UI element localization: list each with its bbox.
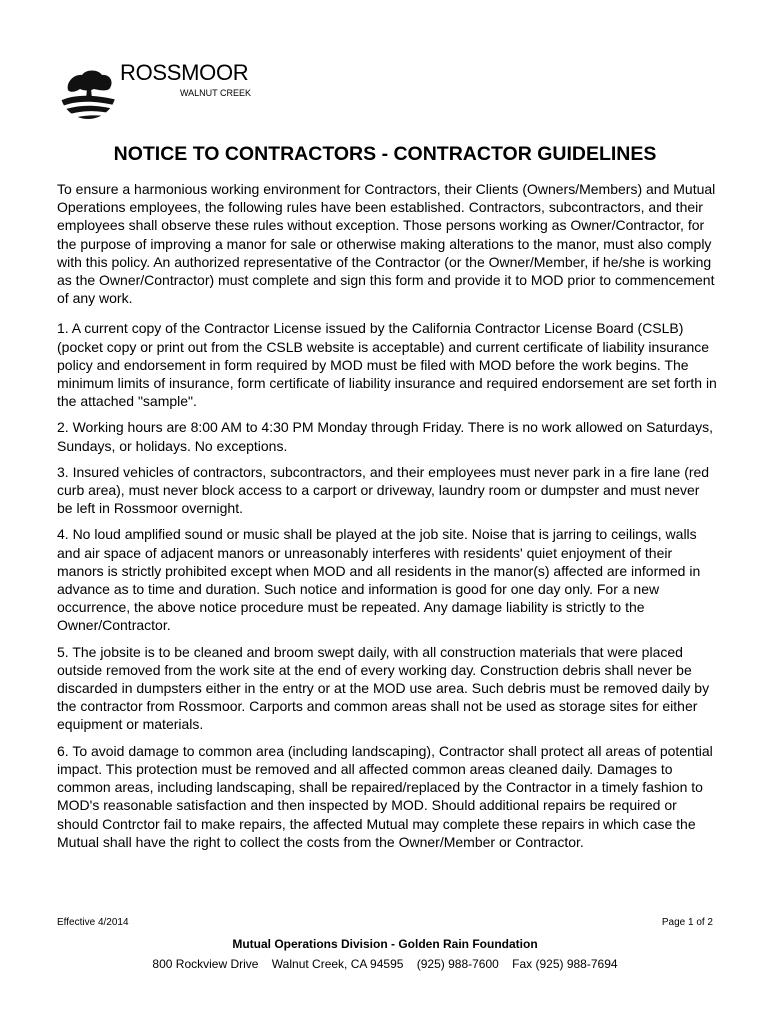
- logo-subtitle: WALNUT CREEK: [180, 88, 252, 98]
- rossmoor-tree-hills-icon: [58, 60, 122, 122]
- rule-item: 4. No loud amplified sound or music shall be played at the job site. Noise that is jarring to ceilings, walls and air space of adjacent manors or unreasonably interferes with residents' quiet enjoyment of their manors is strictly prohibited except when MOD and all residents in the manor(s) affected are informed in advance as to time and duration. Such notice and information is good for one day only. For a new occurrence, the above notice procedure must be repeated. Any damage liability is strictly to the Owner/Contractor.: [57, 526, 701, 634]
- footer-organization: Mutual Operations Division - Golden Rain Foundation: [232, 937, 538, 951]
- document-body: [57, 180, 717, 859]
- rossmoor-logo: [58, 60, 258, 122]
- page-number: Page 1 of 2: [661, 917, 713, 928]
- rule-item: 5. The jobsite is to be cleaned and broom swept daily, with all construction materials that were placed outside removed from the work site at the end of every working day. Construction debris shall never be discarded in dumpsters either in the entry or at the MOD use area. Such debris must be removed daily by the contractor from Rossmoor. Carports and common areas shall not be used as storage sites for either equipment or materials.: [57, 643, 710, 733]
- rule-item: 1. A current copy of the Contractor License issued by the California Contractor License Board (CSLB) (pocket copy or print out from the CSLB website is acceptable) and current certificate of liability insurance policy and endorsement in form required by MOD must be filed with MOD before the work begins. The minimum limits of insurance, form certificate of liability insurance and required endorsement are set forth in the attached "sample".: [57, 320, 717, 410]
- intro-paragraph: To ensure a harmonious working environment for Contractors, their Clients (Owners/Members) and Mutual Operations employees, the following rules have been established. Contractors, subcontractors, and their employees shall observe these rules without exception. Those persons working as Owner/Contractor, for the purpose of improving a manor for sale or otherwise making alterations to the manor, must also comply with this policy. An authorized representative of the Contractor (or the Owner/Member, if he/she is working as the Owner/Contractor) must complete and sign this form and provide it to MOD prior to commencement of any work.: [57, 181, 716, 307]
- logo-name: ROSSMOOR: [120, 60, 249, 85]
- rule-item: 6. To avoid damage to common area (including landscaping), Contractor shall protect all areas of potential impact. This protection must be removed and all affected common areas cleaned daily. Damages to common areas, including landscaping, shall be repaired/replaced by the Contractor in a timely fashion to MOD's reasonable satisfaction and then inspected by MOD. Should additional repairs be required or should Contrctor fail to make repairs, the affected Mutual may complete these repairs in which case the Mutual shall have the right to collect the costs from the Owner/Member or Contractor.: [57, 742, 713, 850]
- rule-item: 3. Insured vehicles of contractors, subcontractors, and their employees must never park in a fire lane (red curb area), must never block access to a carport or driveway, laundry room or dumpster and must never be left in Rossmoor overnight.: [57, 463, 710, 517]
- effective-date: Effective 4/2014: [57, 917, 129, 928]
- rule-item: 2. Working hours are 8:00 AM to 4:30 PM Monday through Friday. There is no work allowed on Saturdays, Sundays, or holidays. No exceptions.: [57, 419, 714, 454]
- footer-address: 800 Rockview Drive Walnut Creek, CA 94595 (925) 988-7600 Fax (925) 988-7694: [152, 957, 618, 971]
- document-title: NOTICE TO CONTRACTORS - CONTRACTOR GUIDELINES: [113, 143, 657, 165]
